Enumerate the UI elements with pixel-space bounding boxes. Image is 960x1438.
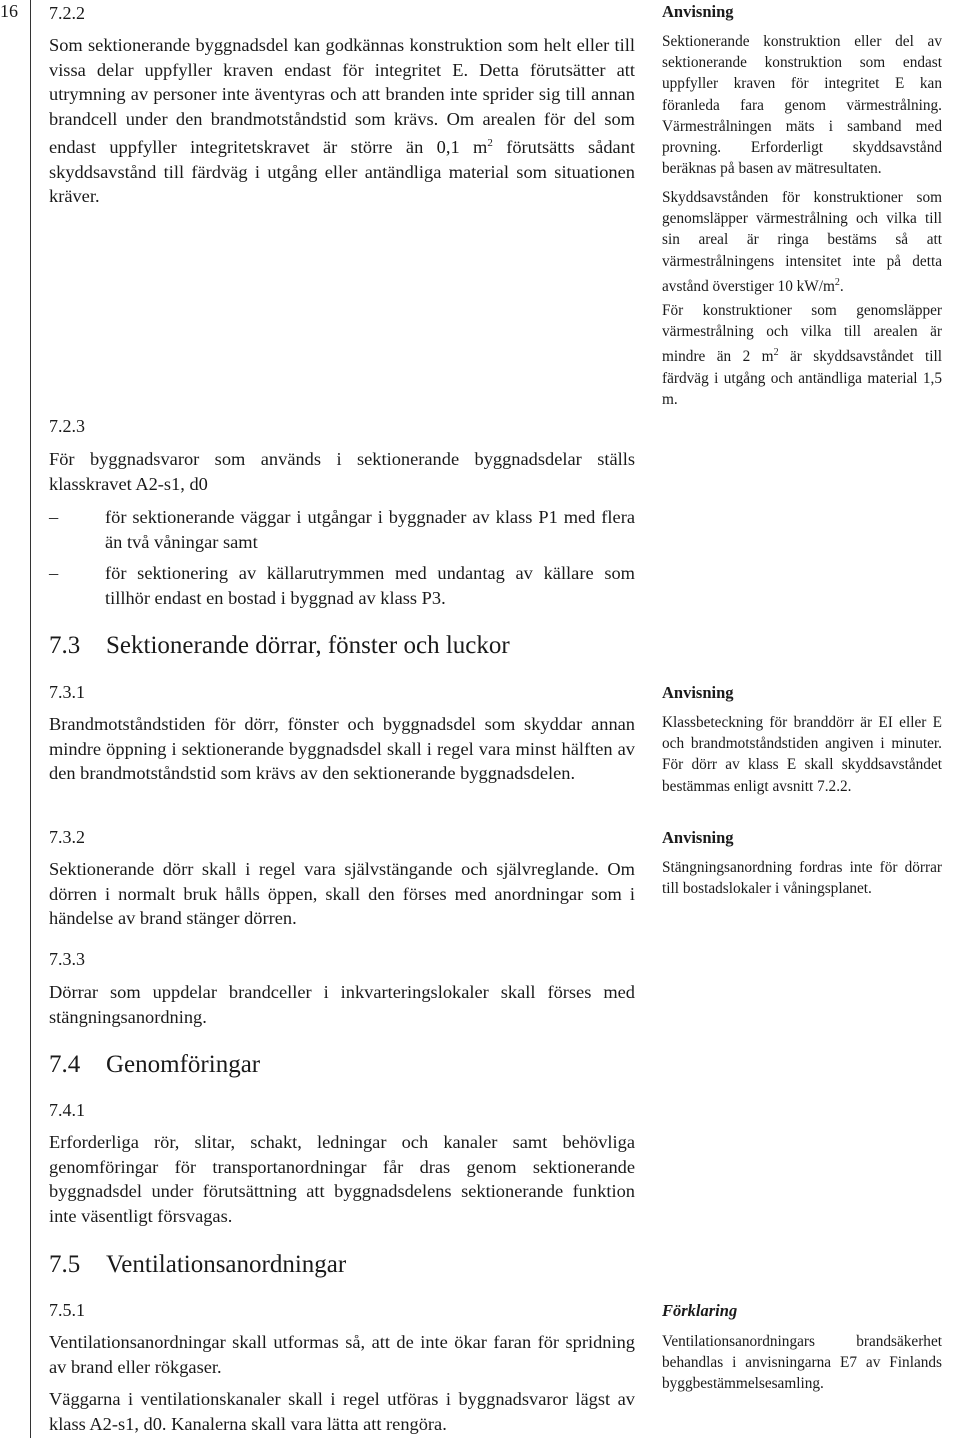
page-number: 16 [0,1,18,21]
heading-7-3: 7.3 Sektionerande dörrar, fönster och luckor [49,632,510,659]
sidenote-4-text: Ventilationsanordningars brandsäkerhet behandlas i anvisningarna E7 av Finlands byggbestämmelsesamling. [662,1333,942,1393]
sidenote-3-heading: Anvisning [662,828,734,847]
section-7-5-1-number: 7.5.1 [49,1300,85,1320]
sidenote-4-heading: Förklaring [662,1301,738,1320]
list-item-text: för sektionering av källarutrymmen med undantag av källare som tillhör endast en bostad i byggnad av klass P3. [105,563,635,608]
sidenote-1-text-3: För konstruktioner som genomsläpper värmestrålning och vilka till arealen är mindre än 2 $m^2$ är skyddsavståndet till färdväg i utgång och antändliga material 1,5 m. [662,302,942,408]
section-7-3-2-text: Sektionerande dörr skall i regel vara självstängande och självreglande. Om dörren i normalt bruk hålls öppen, skall den förses med anordningar som i händelse av brand stänger dörren. [49,859,635,928]
section-7-3-3-text: Dörrar som uppdelar brandceller i inkvarteringslokaler skall förses med stängningsanordning. [49,982,635,1027]
sidenote-1-text-1: Sektionerande konstruktion eller del av sektionerande konstruktion som endast uppfyller kraven för integritet E kan föranleda fara genom värmestrålning. Värmestrålningen mäts i samband med provning. Erforderligt skyddsavstånd beräknas på basen av mätresultaten. [662,33,942,178]
section-7-3-1-text: Brandmotståndstiden för dörr, fönster och byggnadsdel som skyddar annan mindre öppning i sektionerande byggnadsdel skall i regel vara minst hälften av den brandmotståndstid som krävs av den sektionerande byggnadsdelen. [49,714,635,783]
section-7-2-3-list-item [49,561,635,610]
heading-7-5: 7.5 Ventilationsanordningar [49,1251,347,1278]
section-7-2-3-number: 7.2.3 [49,416,85,436]
heading-7-4: 7.4 Genomföringar [49,1051,261,1078]
section-7-2-2-text: Som sektionerande byggnadsdel kan godkännas konstruktion som helt eller till vissa delar uppfyller kraven endast för integritet E. Detta förutsätter att utrymning av personer inte äventyras och att branden inte sprider sig till annan brandcell under den brandmotståndstid som krävs. Om arealen för del som endast uppfyller integritetskravet är större än 0,1 $m^2$ förutsätts sådant skyddsavstånd till färdväg i utgång eller antändliga material som situationen kräver. [49,35,636,207]
sidenote-2-heading: Anvisning [662,683,734,702]
section-7-3-1-number: 7.3.1 [49,682,85,702]
section-7-4-1-text: Erforderliga rör, slitar, schakt, ledningar och kanaler samt behövliga genomföringar för transportanordningar får dras genom sektionerande byggnadsdel under förutsättning att byggnadsdelens sektionerande funktion inte väsentligt försvagas. [49,1132,635,1226]
section-7-5-1-text-1: Ventilationsanordningar skall utformas så, att de inte ökar faran för spridning av brand eller rökgaser. [49,1332,635,1377]
sidenote-2-text: Klassbeteckning för branddörr är EI eller E och brandmotståndstiden angiven i minuter. För dörr av klass E skall skyddsavståndet bestämmas enligt avsnitt 7.2.2. [662,714,942,795]
section-7-3-2-number: 7.3.2 [49,827,85,847]
dash-bullet: – [49,563,59,583]
sidenote-1-heading: Anvisning [662,2,734,21]
section-7-2-3-text: För byggnadsvaror som används i sektionerande byggnadsdelar ställs klasskravet A2-s1, d0 [49,449,635,494]
section-7-2-2-number: 7.2.2 [49,3,85,23]
dash-bullet: – [49,507,59,527]
margin-rule [30,0,31,1438]
section-7-3-3-number: 7.3.3 [49,949,85,969]
sidenote-1-text-2: Skyddsavstånden för konstruktioner som genomsläpper värmestrålning och vilka till sin areal är ringa bestäms så att värmestrålningens intensitet inte på detta avstånd överstiger 10 $kW/m^2$. [662,189,942,295]
section-7-4-1-number: 7.4.1 [49,1100,85,1120]
section-7-5-1-text-2: Väggarna i ventilationskanaler skall i regel utföras i byggnadsvaror lägst av klass A2-s1, d0. Kanalerna skall vara lätta att rengöra. [49,1389,635,1434]
section-7-2-3-list-item [49,505,635,554]
list-item-text: för sektionerande väggar i utgångar i byggnader av klass P1 med flera än två våningar samt [105,507,635,552]
sidenote-3-text: Stängningsanordning fordras inte för dörrar till bostadslokaler i våningsplanet. [662,859,942,898]
